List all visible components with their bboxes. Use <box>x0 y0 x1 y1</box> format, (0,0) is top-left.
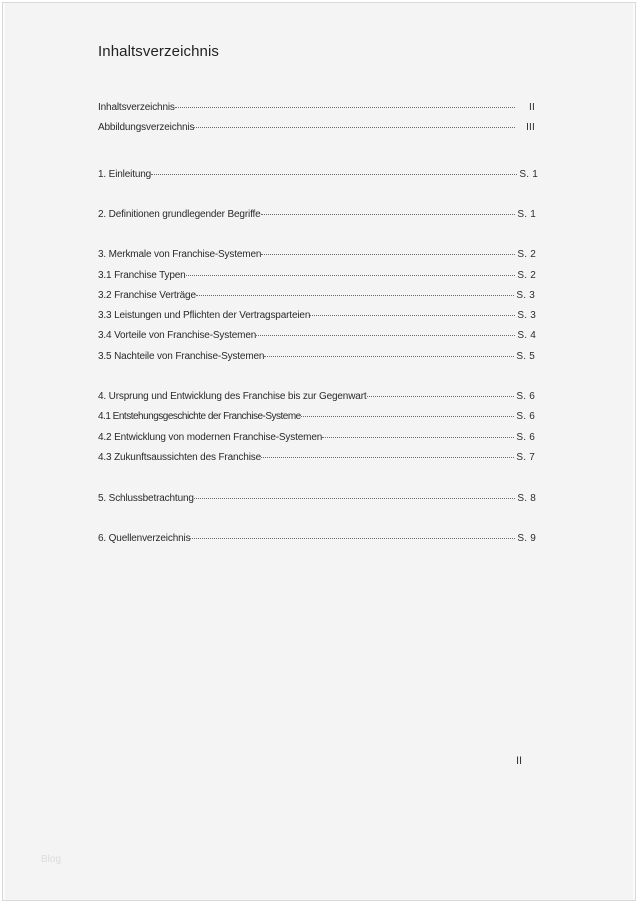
toc-entry[interactable] <box>98 287 535 301</box>
toc-entry-label: 2. Definitionen grundlegender Begriffe <box>98 209 261 220</box>
toc-entry-page: S. 6 <box>516 391 535 402</box>
toc-entry-label: 4.2 Entwicklung von modernen Franchise-Systemen <box>98 432 323 443</box>
toc-entry[interactable] <box>98 530 536 544</box>
toc-entry[interactable] <box>98 449 535 463</box>
toc-entry-label: 5. Schlussbetrachtung <box>98 493 194 504</box>
toc-entry-page: S. 9 <box>517 533 536 544</box>
toc-leader-dots <box>190 528 515 539</box>
toc-entry-page: S. 6 <box>516 411 535 422</box>
toc-entry-page: S. 5 <box>516 351 535 362</box>
toc-entry-page: S. 7 <box>516 452 535 463</box>
toc-leader-dots <box>151 164 517 175</box>
toc-entry-label: 1. Einleitung <box>98 169 152 180</box>
toc-leader-dots <box>186 265 516 276</box>
toc-entry[interactable] <box>98 408 535 422</box>
toc-entry-page: S. 3 <box>516 290 535 301</box>
toc-entry[interactable] <box>98 490 536 504</box>
toc-entry-page: S. 2 <box>517 249 536 260</box>
toc-leader-dots <box>261 244 515 255</box>
toc-entry[interactable] <box>98 388 535 402</box>
toc-leader-dots <box>194 117 515 128</box>
toc-entry-label: 3.5 Nachteile von Franchise-Systemen <box>98 351 265 362</box>
toc-leader-dots <box>322 427 514 438</box>
toc-entry[interactable] <box>98 429 535 443</box>
toc-leader-dots <box>261 447 514 458</box>
document-page <box>2 2 636 901</box>
toc-entry[interactable] <box>98 166 538 180</box>
footer-page-number: II <box>516 755 523 767</box>
page-title: Inhaltsverzeichnis <box>98 43 220 60</box>
toc-entry-page: S. 2 <box>517 270 536 281</box>
toc-entry-label: 3.2 Franchise Verträge <box>98 290 196 301</box>
toc-entry-label: Abbildungsverzeichnis <box>98 122 195 133</box>
toc-entry-label: 4.1 Entstehungsgeschichte der Franchise-Systeme <box>98 411 301 422</box>
toc-entry-label: 3. Merkmale von Franchise-Systemen <box>98 249 262 260</box>
toc-leader-dots <box>264 346 514 357</box>
toc-entry[interactable] <box>98 327 536 341</box>
toc-leader-dots <box>196 285 515 296</box>
toc-entry[interactable] <box>98 206 536 220</box>
toc-leader-dots <box>261 204 516 215</box>
toc-entry-label: 6. Quellenverzeichnis <box>98 533 191 544</box>
toc-leader-dots <box>194 488 516 499</box>
toc-entry-page: S. 4 <box>517 330 536 341</box>
toc-leader-dots <box>367 386 515 397</box>
toc-entry-label: 4.3 Zukunftsaussichten des Franchise <box>98 452 262 463</box>
toc-entry[interactable] <box>98 99 535 113</box>
toc-entry-page: S. 1 <box>519 169 538 180</box>
toc-entry[interactable] <box>98 267 536 281</box>
toc-leader-dots <box>301 406 515 417</box>
toc-entry-page: S. 6 <box>516 432 535 443</box>
toc-entry-label: 4. Ursprung und Entwicklung des Franchise bis zur Gegenwart <box>98 391 367 402</box>
toc-entry-label: 3.4 Vorteile von Franchise-Systemen <box>98 330 257 341</box>
toc-entry[interactable] <box>98 348 535 362</box>
toc-entry-page: S. 1 <box>517 209 536 220</box>
toc-leader-dots <box>310 305 515 316</box>
toc-entry[interactable] <box>98 307 536 321</box>
toc-entry-page: S. 8 <box>517 493 536 504</box>
toc-entry-page: III <box>526 122 535 133</box>
toc-entry-label: 3.3 Leistungen und Pflichten der Vertragsparteien <box>98 310 311 321</box>
toc-entry[interactable] <box>98 119 535 133</box>
watermark-text: Blog <box>41 854 62 865</box>
toc-entry[interactable] <box>98 246 536 260</box>
toc-entry-page: S. 3 <box>517 310 536 321</box>
toc-leader-dots <box>256 325 515 336</box>
toc-leader-dots <box>175 97 515 108</box>
toc-entry-label: Inhaltsverzeichnis <box>98 102 175 113</box>
toc-entry-label: 3.1 Franchise Typen <box>98 270 186 281</box>
toc-entry-page: II <box>529 102 535 113</box>
